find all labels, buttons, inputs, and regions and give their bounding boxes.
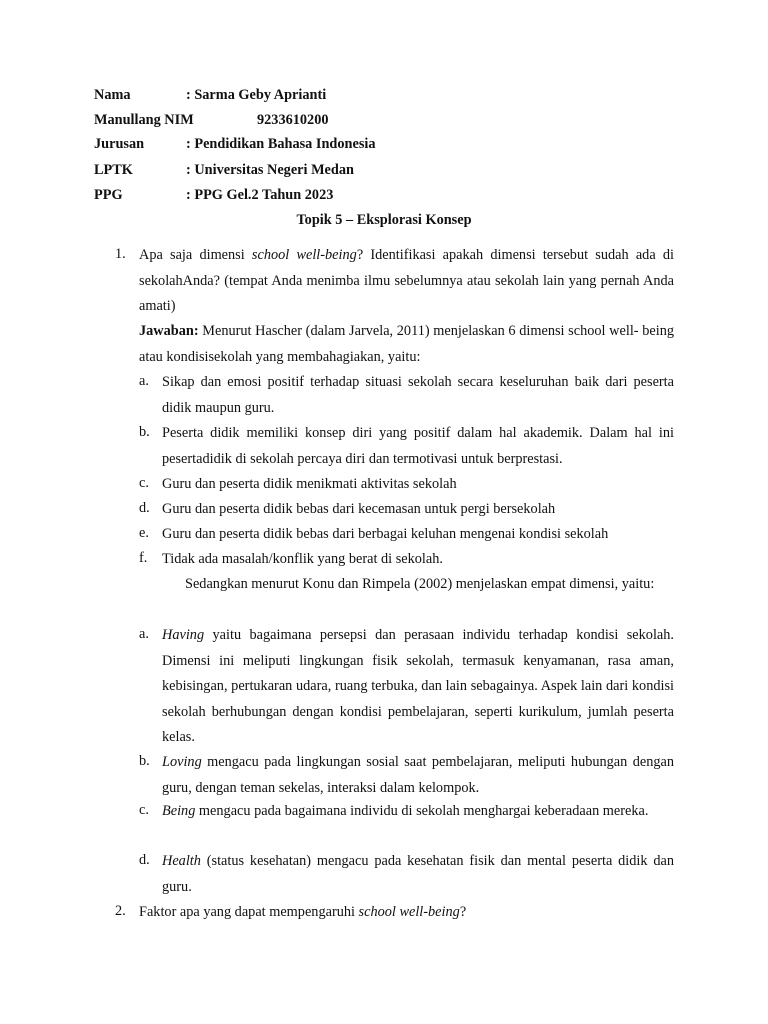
konu-text-health: (status kesehatan) mengacu pada kesehatan fisik dan mental peserta didik dan guru. <box>162 853 674 895</box>
question-1-number: 1. <box>115 246 126 262</box>
dim-marker-b: b. <box>139 424 150 440</box>
dim-marker-a: a. <box>139 373 149 389</box>
konu-item-having <box>162 623 674 751</box>
header-label-jurusan: Jurusan <box>94 136 145 152</box>
question-1-text-post: ? Identifikasi apakah dimensi tersebut sudah ada di sekolahAnda? (tempat Anda menimba ilmu sebelumnya atau sekolah lain yang pernah Anda amati) <box>139 247 674 314</box>
header-value-nim: 9233610200 <box>257 112 329 128</box>
konu-text-being: mengacu pada bagaimana individu di sekolah menghargai keberadaan mereka. <box>195 803 649 819</box>
dim-marker-f: f. <box>139 550 148 566</box>
question-2-text-post: ? <box>459 904 467 920</box>
konu-marker-c: c. <box>139 802 149 818</box>
answer-1-intro-text: Menurut Hascher (dalam Jarvela, 2011) menjelaskan 6 dimensi school well- being atau kondisisekolah yang membahagiakan, yaitu: <box>139 323 674 365</box>
konu-term-health: Health <box>162 853 201 869</box>
header-label-nama: Nama <box>94 87 131 103</box>
dim-item-a: Sikap dan emosi positif terhadap situasi sekolah secara keseluruhan baik dari peserta didik maupun guru. <box>162 374 674 416</box>
question-2-emphasis: school well-being <box>358 904 460 920</box>
header-label-nim: Manullang NIM <box>94 112 194 128</box>
question-1-text-pre: Apa saja dimensi <box>139 247 252 263</box>
konu-term-loving: Loving <box>162 754 202 770</box>
answer-label: Jawaban: <box>139 323 199 339</box>
konu-marker-b: b. <box>139 753 150 769</box>
question-1-text <box>139 243 674 320</box>
page-title: Topik 5 – Eksplorasi Konsep <box>296 212 472 228</box>
dim-marker-e: e. <box>139 525 149 541</box>
konu-item-health <box>162 849 674 900</box>
konu-item-loving <box>162 750 674 801</box>
header-value-nama: : Sarma Geby Aprianti <box>186 87 327 103</box>
dim-marker-c: c. <box>139 475 149 491</box>
header-value-ppg: : PPG Gel.2 Tahun 2023 <box>186 187 334 203</box>
header-value-lptk: : Universitas Negeri Medan <box>186 162 354 178</box>
question-1-emphasis: school well-being <box>251 247 357 263</box>
header-label-lptk: LPTK <box>94 162 133 178</box>
question-2-text-pre: Faktor apa yang dapat mempengaruhi <box>139 904 359 920</box>
question-2-text <box>139 900 674 926</box>
konu-text-loving: mengacu pada lingkungan sosial saat pembelajaran, meliputi hubungan dengan guru, dengan teman sekelas, interaksi dalam kelompok. <box>162 754 674 796</box>
question-2-number: 2. <box>115 903 126 919</box>
konu-text-having: yaitu bagaimana persepsi dan perasaan individu terhadap kondisi sekolah. Dimensi ini meliputi lingkungan fisik sekolah, termasuk kenyamanan, rasa aman, kebisingan, pertukaran udara, ruang terbuka, dan lain sebagainya. Aspek lain dari kondisi sekolah berhubungan dengan kondisi pembelajaran, seperti kurikulum, jumlah peserta kelas. <box>162 627 674 745</box>
answer-1-intro <box>139 319 674 370</box>
dim-item-d: Guru dan peserta didik bebas dari kecemasan untuk pergi bersekolah <box>162 501 556 517</box>
konu-item-being <box>162 799 674 825</box>
dim-item-e: Guru dan peserta didik bebas dari berbagai keluhan mengenai kondisi sekolah <box>162 526 609 542</box>
konu-marker-d: d. <box>139 852 150 868</box>
dim-item-b: Peserta didik memiliki konsep diri yang positif dalam hal akademik. Dalam hal ini pesertadidik di sekolah percaya diri dan termotivasi untuk berprestasi. <box>162 425 674 467</box>
konu-paragraph: Sedangkan menurut Konu dan Rimpela (2002) menjelaskan empat dimensi, yaitu: <box>185 576 655 592</box>
header-label-ppg: PPG <box>94 187 123 203</box>
dim-item-c: Guru dan peserta didik menikmati aktivitas sekolah <box>162 476 457 492</box>
dim-marker-d: d. <box>139 500 150 516</box>
konu-term-being: Being <box>162 803 196 819</box>
konu-marker-a: a. <box>139 626 149 642</box>
dim-item-f: Tidak ada masalah/konflik yang berat di sekolah. <box>162 551 443 567</box>
header-value-jurusan: : Pendidikan Bahasa Indonesia <box>186 136 376 152</box>
konu-term-having: Having <box>162 627 205 643</box>
